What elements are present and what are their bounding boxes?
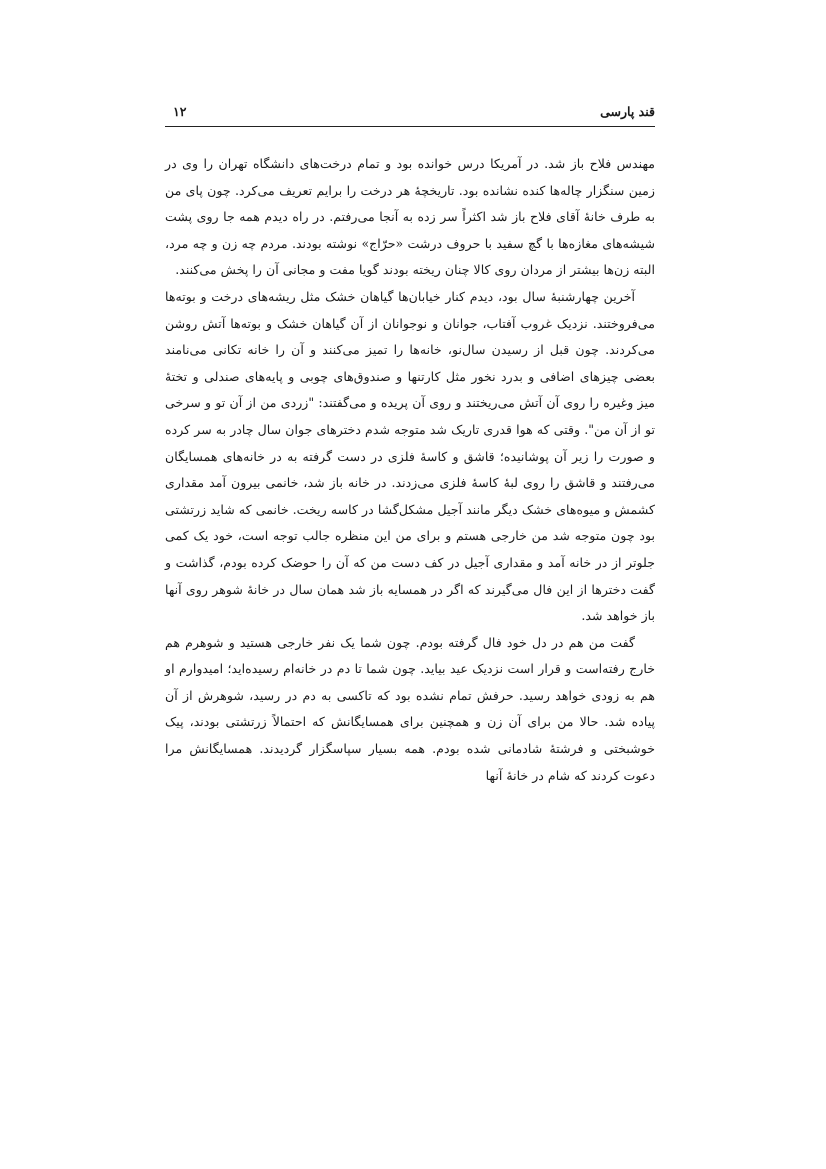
paragraph: مهندس فلاح باز شد. در آمریکا درس خوانده بود و تمام درخت‌های دانشگاه تهران را وی در زمین سنگزار چاله‌ها کنده نشانده بود. تاریخچهٔ هر درخت را برایم تعریف می‌کرد. چون پای من به طرف خانهٔ آقای فلاح باز شد اکثراً سر زده به آنجا می‌رفتم. در راه دیدم همه جا روی پشت شیشه‌های مغازه‌ها با گچ سفید با حروف درشت «حرّاج» نوشته بودند. مردم چه زن و چه مرد، البته زن‌ها بیشتر از مردان روی کالا چنان ریخته بودند گویا مفت و مجانی آن را پخش می‌کنند. (165, 156, 655, 278)
body-text (165, 151, 655, 789)
paragraph: گفت من هم در دل خود فال گرفته بودم. چون شما یک نفر خارجی هستید و شوهرم هم خارج رفته‌است و قرار است نزدیک عید بیاید. چون شما تا دم در خانه‌ام رسیده‌اید؛ امیدوارم او هم به زودی خواهد رسید. حرفش تمام نشده بود که تاکسی به دم در رسید، شوهرش از آن پیاده شد. حالا من برای آن زن و همچنین برای همسایگانش که احتمالاً زرتشتی بودند، پیک خوشبختی و فرشتهٔ شادمانی شده بودم. همه بسیار سپاسگزار گردیدند. همسایگانش مرا دعوت کردند که شام در خانهٔ آنها (165, 634, 655, 783)
running-header (165, 100, 655, 127)
paragraph: آخرین چهارشنبهٔ سال بود، دیدم کنار خیابان‌ها گیاهان خشک مثل ریشه‌های درخت و بوته‌ها می‌فروختند. نزدیک غروب آفتاب، جوانان و نوجوانان از آن گیاهان خشک و بوته‌ها آتش روشن می‌کردند. چون قبل از رسیدن سال‌نو، خانه‌ها را تمیز می‌کنند و آن را خانه تکانی می‌نامند بعضی چیزهای اضافی و بدرد نخور مثل کارتنها و صندوق‌های چوبی و پایه‌های صندلی و تختهٔ میز وغیره را روی آن آتش می‌ریختند و روی آن پریده و می‌گفتند: "زردی من از آن تو و سرخی تو از آن من". وقتی که هوا قدری تاریک شد متوجه شدم دخترهای جوان سال چادر به سر کرده و صورت را زیر آن پوشانیده؛ قاشق و کاسهٔ فلزی در دست گرفته به در خانه‌های همسایگان می‌رفتند و قاشق را روی لبهٔ کاسهٔ فلزی می‌زدند. در خانه باز شد، خانمی بیرون آمد مقداری کشمش و میوه‌های خشک دیگر مانند آجیل مشکل‌گشا در کاسه ریخت. خانمی که شاید زرتشتی بود چون متوجه شد من خارجی هستم و برای من این منظره جالب توجه است، خود یک کمی جلوتر از در خانه آمد و مقداری آجیل در کف دست من که آن را حوضک کرده بودم، گذاشت و گفت دخترها از این فال می‌گیرند که اگر در همسایه باز شد همان سال در خانهٔ شوهر روی آنها باز خواهد شد. (165, 288, 655, 624)
book-page (165, 100, 655, 789)
running-title: قند پارسی (600, 104, 655, 119)
page-number: ۱۲ (173, 104, 187, 119)
